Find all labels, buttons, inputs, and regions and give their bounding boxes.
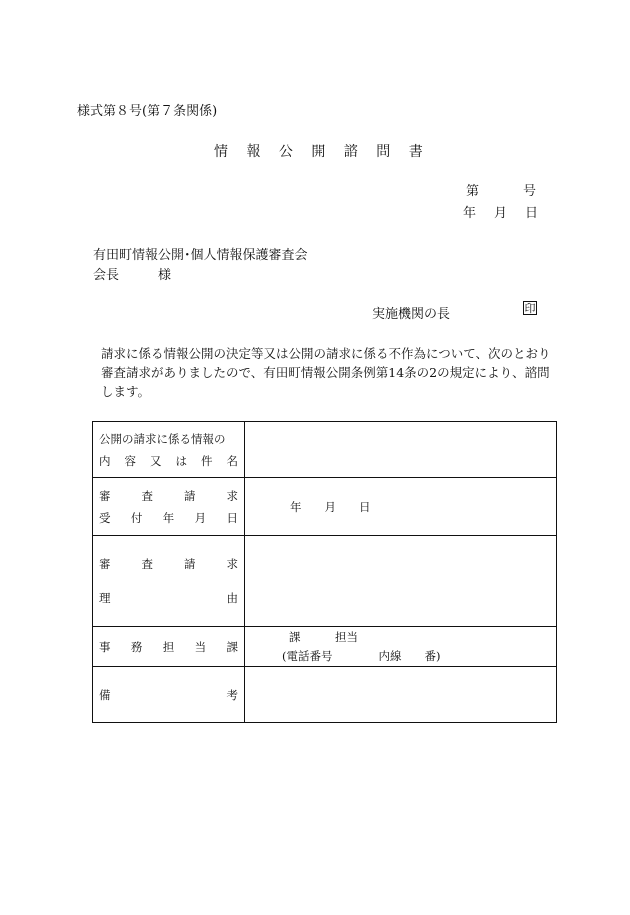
label-char: 月: [194, 510, 207, 525]
label-char: 件: [201, 453, 213, 468]
body-text: 請求に係る情報公開の決定等又は公開の請求に係る不作為について、次のとおり審査請求がありましたので、有田町情報公開条例第14条の2の規定により、諮問します。: [101, 346, 551, 399]
label-char: 容: [124, 453, 136, 468]
label-char: 年: [162, 510, 175, 525]
label-line-justified: [99, 587, 238, 609]
date-day: 日: [525, 206, 539, 221]
label-receipt-date: [93, 478, 245, 536]
section-line: 課 担当: [289, 629, 358, 644]
date-year: 年: [463, 206, 477, 221]
label-char: 査: [141, 557, 153, 571]
label-char: 内: [99, 453, 111, 468]
document-date: [463, 202, 538, 221]
table-row: [93, 667, 557, 723]
label-char: 審: [99, 557, 111, 571]
label-line-justified: [99, 450, 238, 472]
body-paragraph: [101, 344, 551, 401]
label-char: 理: [99, 591, 111, 605]
value-remarks[interactable]: [245, 667, 557, 723]
label-char: 又: [150, 453, 162, 468]
value-section[interactable]: [245, 627, 557, 667]
label-line-justified: [99, 507, 238, 529]
receipt-date-text: 年 月 日: [290, 499, 371, 514]
label-char: 当: [194, 639, 207, 654]
form-number-label: 様式第８号(第７条関係): [77, 104, 218, 119]
label-info-content: [93, 422, 245, 478]
document-title: 情 報 公 開 諮 問 書: [214, 144, 424, 160]
table-row: [93, 422, 557, 478]
label-char: 事: [99, 639, 111, 654]
label-line: 公開の請求に係る情報の: [99, 431, 226, 446]
table-row: [93, 536, 557, 627]
label-line-justified: [99, 684, 238, 706]
label-reason: [93, 536, 245, 627]
table-row: [93, 478, 557, 536]
label-char: 請: [184, 488, 196, 503]
label-section: [93, 627, 245, 667]
label-char: 求: [226, 488, 238, 503]
label-line-justified: [99, 553, 238, 575]
label-remarks: [93, 667, 245, 723]
document-number: [466, 180, 536, 199]
label-char: 審: [99, 488, 111, 503]
label-line-justified: [99, 636, 238, 658]
label-char: 請: [184, 557, 196, 571]
label-char: 日: [226, 510, 238, 525]
phone-line: (電話番号 内線 番): [282, 648, 441, 663]
addressee-chair: 会長 様: [93, 268, 172, 283]
value-info-content[interactable]: [245, 422, 557, 478]
number-suffix: 号: [523, 184, 537, 199]
label-char: 担: [162, 639, 175, 654]
table-row: [93, 627, 557, 667]
date-month: 月: [494, 206, 508, 221]
label-char: 名: [226, 453, 238, 468]
label-char: 査: [141, 488, 153, 503]
label-char: 由: [226, 591, 238, 605]
label-char: 備: [99, 687, 111, 702]
label-char: 付: [130, 510, 143, 525]
seal-mark: 印: [524, 302, 536, 315]
number-prefix: 第: [466, 184, 480, 199]
label-char: 課: [226, 639, 238, 654]
label-char: 受: [99, 510, 111, 525]
value-receipt-date[interactable]: [245, 478, 557, 536]
label-char: は: [175, 453, 187, 468]
label-line-justified: [99, 485, 238, 507]
label-char: 考: [226, 687, 238, 702]
label-char: 求: [226, 557, 238, 571]
request-table: [92, 421, 557, 723]
sender-title: 実施機関の長: [372, 307, 451, 322]
label-char: 務: [130, 639, 143, 654]
addressee-organization: 有田町情報公開･個人情報保護審査会: [93, 248, 308, 263]
value-reason[interactable]: [245, 536, 557, 627]
